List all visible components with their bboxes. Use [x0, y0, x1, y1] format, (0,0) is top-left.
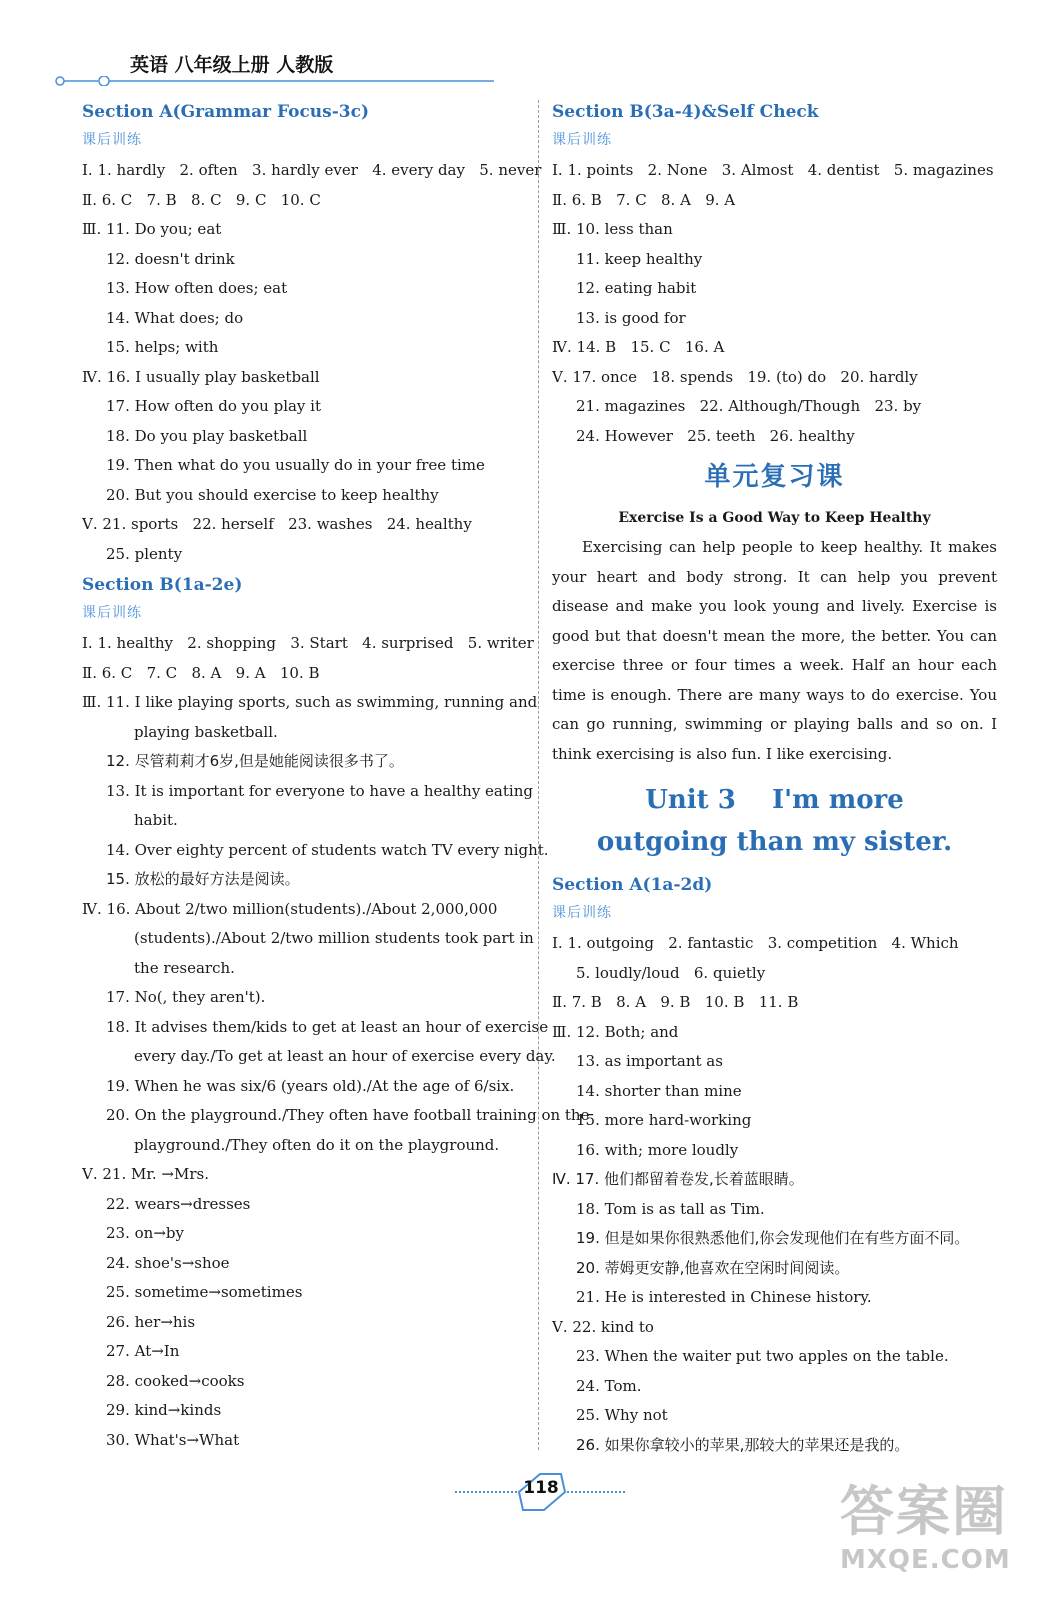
watermark	[840, 1480, 1030, 1590]
answer-line: 24. However 25. teeth 26. healthy	[576, 426, 855, 445]
answer-line: 20. On the playground./They often have football training on the	[106, 1106, 590, 1124]
answer-line: 19. 但是如果你很熟悉他们,你会发现他们在有些方面不同。	[576, 1229, 970, 1247]
answer-line: 27. At→In	[106, 1342, 180, 1360]
answer-line: 29. kind→kinds	[106, 1401, 222, 1419]
answer-line: 18. Tom is as tall as Tim.	[576, 1199, 765, 1218]
answer-line: Ⅲ. 11. Do you; eat	[82, 220, 222, 238]
answer-line: 14. What does; do	[106, 308, 244, 327]
answer-line: Ⅴ. 21. sports 22. herself 23. washes 24. healthy	[82, 515, 472, 533]
answer-line: 20. 蒂姆更安静,他喜欢在空闲时间阅读。	[576, 1258, 850, 1277]
answer-line: Ⅰ. 1. outgoing 2. fantastic 3. competition 4. Which	[552, 934, 959, 952]
answer-list	[552, 156, 997, 451]
answer-line: 30. What's→What	[106, 1430, 240, 1449]
answer-line: habit.	[134, 811, 178, 829]
answer-line: Ⅳ. 17. 他们都留着卷发,长着蓝眼睛。	[552, 1170, 804, 1188]
answer-line: 23. on→by	[106, 1224, 184, 1242]
answer-line: 18. It advises them/kids to get at least an hour of exercise	[106, 1017, 549, 1036]
unit-title-line1: Unit 3 I'm more	[645, 785, 904, 815]
answer-line: 20. But you should exercise to keep healthy	[106, 485, 439, 504]
answer-line: 17. How often do you play it	[106, 397, 322, 415]
answer-line: 28. cooked→cooks	[106, 1371, 245, 1390]
unit-review	[552, 455, 997, 769]
left-column	[82, 96, 590, 1455]
answer-line: 19. When he was six/6 (years old)./At the age of 6/six.	[106, 1076, 515, 1095]
exercise-badge: 课后训练	[82, 605, 142, 621]
right-column	[552, 96, 997, 1460]
section-title: Section B(3a-4)&Self Check	[552, 102, 819, 122]
answer-line: Ⅴ. 21. Mr. →Mrs.	[82, 1165, 209, 1183]
answer-line: 15. more hard-working	[576, 1111, 752, 1129]
answer-line: Ⅰ. 1. healthy 2. shopping 3. Start 4. surprised 5. writer	[82, 634, 534, 652]
answer-line: Ⅲ. 12. Both; and	[552, 1022, 679, 1041]
answer-line: 15. helps; with	[106, 338, 219, 356]
watermark-bottom: MXQE.COM	[840, 1545, 1011, 1575]
section-a-1a-2d	[552, 869, 997, 1460]
column-divider	[538, 100, 539, 1450]
answer-line: (students)./About 2/two million students took part in	[134, 929, 534, 947]
answer-line: Ⅱ. 6. C 7. B 8. C 9. C 10. C	[82, 190, 321, 209]
answer-line: Ⅳ. 16. About 2/two million(students)./About 2,000,000	[82, 899, 498, 918]
answer-line: 22. wears→dresses	[106, 1194, 251, 1213]
answer-line: 13. It is important for everyone to have a healthy eating	[106, 781, 533, 800]
answer-line: 12. 尽管莉莉才6岁,但是她能阅读很多书了。	[106, 752, 404, 770]
answer-line: Ⅲ. 11. I like playing sports, such as swimming, running and	[82, 693, 538, 711]
answer-line: 16. with; more loudly	[576, 1140, 739, 1159]
answer-list	[552, 929, 997, 1460]
answer-line: Ⅱ. 7. B 8. A 9. B 10. B 11. B	[552, 993, 799, 1011]
watermark-top: 答案圈	[840, 1480, 1008, 1543]
answer-line: 12. eating habit	[576, 279, 697, 297]
answer-line: Ⅳ. 16. I usually play basketball	[82, 367, 320, 386]
page-number: 118	[523, 1478, 559, 1498]
answer-line: 13. is good for	[576, 308, 686, 327]
book-title: 英语 八年级上册 人教版	[130, 54, 334, 76]
essay-title: Exercise Is a Good Way to Keep Healthy	[618, 510, 931, 526]
answer-line: 13. as important as	[576, 1052, 723, 1070]
exercise-badge: 课后训练	[552, 132, 612, 148]
answer-line: Ⅴ. 17. once 18. spends 19. (to) do 20. hardly	[552, 367, 918, 386]
answer-list	[82, 156, 542, 569]
answer-line: Ⅴ. 22. kind to	[552, 1317, 654, 1336]
answer-line: 23. When the waiter put two apples on the table.	[576, 1347, 949, 1365]
answer-line: 24. Tom.	[576, 1376, 642, 1395]
answer-line: Ⅱ. 6. C 7. C 8. A 9. A 10. B	[82, 663, 320, 682]
answer-line: 25. sometime→sometimes	[106, 1283, 303, 1301]
section-b-1a-2e	[82, 569, 590, 1455]
exercise-badge: 课后训练	[82, 132, 142, 148]
exercise-badge: 课后训练	[552, 905, 612, 921]
section-title: Section A(1a-2d)	[552, 875, 713, 895]
answer-line: 15. 放松的最好方法是阅读。	[106, 870, 300, 888]
page-header	[54, 48, 494, 88]
answer-line: Ⅰ. 1. hardly 2. often 3. hardly ever 4. every day 5. never	[82, 161, 542, 179]
answer-line: 14. shorter than mine	[576, 1081, 742, 1100]
answer-line: 12. doesn't drink	[106, 249, 235, 268]
answer-line: 18. Do you play basketball	[106, 426, 308, 445]
review-title: 单元复习课	[704, 462, 845, 492]
answer-line: the research.	[134, 958, 235, 977]
essay-body: Exercising can help people to keep healthy. It makes your heart and body strong. It can help you prevent disease and make you look young and lively. Exercise is good but that doesn't mean the more, the better. You can exercise three or four times a week. Half an hour each time is enough. There are many ways to do exercise. You can go running, swimming or playing balls and so on. I think exercising is also fun. I like exercising.	[552, 538, 997, 763]
answer-line: Ⅱ. 6. B 7. C 8. A 9. A	[552, 190, 736, 209]
answer-line: 14. Over eighty percent of students watch TV every night.	[106, 840, 549, 859]
answer-line: Ⅳ. 14. B 15. C 16. A	[552, 338, 725, 356]
answer-line: playground./They often do it on the playground.	[134, 1135, 500, 1154]
answer-line: every day./To get at least an hour of exercise every day.	[134, 1047, 556, 1065]
unit-title-line2: outgoing than my sister.	[596, 827, 953, 857]
answer-line: 21. magazines 22. Although/Though 23. by	[576, 397, 922, 415]
section-title: Section A(Grammar Focus-3c)	[82, 102, 369, 122]
answer-line: Ⅰ. 1. points 2. None 3. Almost 4. dentist 5. magazines	[552, 161, 994, 179]
answer-line: 5. loudly/loud 6. quietly	[576, 963, 766, 982]
answer-line: 19. Then what do you usually do in your free time	[106, 456, 485, 474]
unit-heading	[552, 779, 997, 863]
answer-line: 11. keep healthy	[576, 249, 703, 268]
answer-line: 25. Why not	[576, 1406, 668, 1424]
answer-line: 26. 如果你拿较小的苹果,那较大的苹果还是我的。	[576, 1435, 910, 1454]
page-footer	[455, 1470, 625, 1514]
section-b-3a-4	[552, 96, 997, 451]
answer-line: 26. her→his	[106, 1312, 196, 1331]
answer-line: playing basketball.	[134, 722, 278, 741]
answer-line: 21. He is interested in Chinese history.	[576, 1288, 872, 1306]
answer-line: Ⅲ. 10. less than	[552, 220, 673, 238]
answer-line: 25. plenty	[106, 544, 183, 563]
answer-line: 13. How often does; eat	[106, 279, 288, 297]
section-a-grammar	[82, 96, 542, 569]
header-rule-decoration	[54, 76, 494, 86]
answer-line: 17. No(, they aren't).	[106, 988, 266, 1006]
answer-line: 24. shoe's→shoe	[106, 1253, 230, 1272]
section-title: Section B(1a-2e)	[82, 575, 243, 595]
